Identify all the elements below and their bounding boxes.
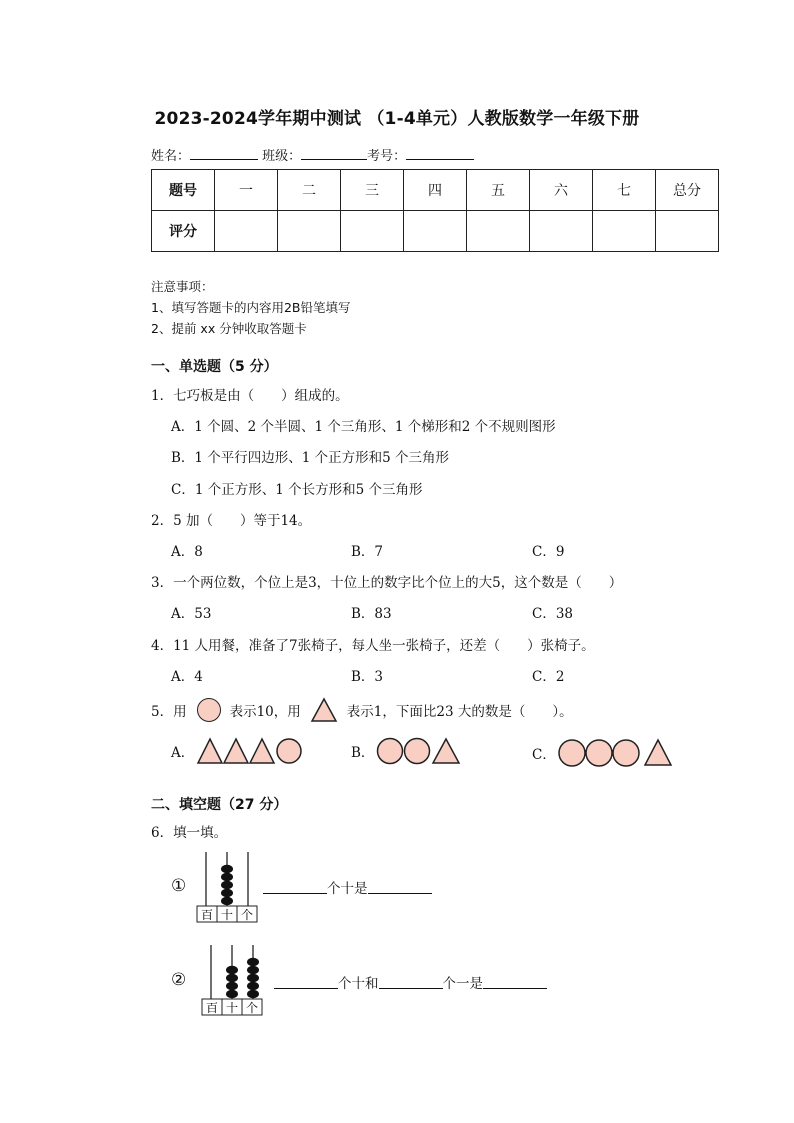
q1-option-b[interactable]: B．1 个平行四边形、1 个正方形和5 个三角形 — [171, 450, 450, 466]
score-header-label: 题号 — [152, 170, 215, 211]
q2-text: 2．5 加（ ）等于14。 — [151, 513, 312, 529]
q3-option-a[interactable]: A．53 — [171, 606, 212, 622]
q5-option-c[interactable] — [532, 737, 674, 769]
triangle-icon — [310, 697, 338, 723]
q3-text: 3．一个两位数，个位上是3，十位上的数字比个位上的大5，这个数是（ ） — [151, 575, 623, 591]
q5-option-a-label: A． — [171, 745, 195, 761]
abacus-1-label-tens: 十 — [220, 908, 234, 922]
q6-item2-blank2[interactable] — [379, 975, 443, 989]
q6-item2-blank3[interactable] — [483, 975, 547, 989]
score-col: 总分 — [656, 170, 719, 211]
q1-text: 1．七巧板是由（ ）组成的。 — [151, 388, 349, 404]
q4-option-a[interactable]: A．4 — [171, 669, 203, 685]
abacus-2-label-hundreds: 百 — [205, 1001, 219, 1015]
notice-heading: 注意事项： — [151, 279, 214, 294]
q4-option-b[interactable]: B．3 — [351, 669, 384, 685]
abacus-1 — [196, 850, 258, 924]
score-cell[interactable] — [530, 211, 593, 252]
q4-text: 4．11 人用餐，准备了7张椅子，每人坐一张椅子，还差（ ）张椅子。 — [151, 638, 595, 654]
q2-option-c[interactable]: C．9 — [532, 544, 565, 560]
q2-option-a[interactable]: A．8 — [171, 544, 203, 560]
notice-item: 2、提前 xx 分钟收取答题卡 — [151, 321, 307, 336]
q6-item1-text1: 个十是 — [327, 881, 368, 897]
q1-option-a[interactable]: A．1 个圆、2 个半圆、1 个三角形、1 个梯形和2 个不规则图形 — [171, 419, 556, 435]
q6-item2-text2: 个一是 — [442, 976, 483, 992]
q6-item2-blank1[interactable] — [274, 975, 338, 989]
q5-option-a-shapes — [196, 737, 304, 765]
circle-icon — [378, 739, 403, 764]
score-col: 四 — [404, 170, 467, 211]
score-table — [151, 169, 719, 252]
triangle-icon — [433, 739, 459, 763]
triangle-icon — [198, 739, 222, 763]
triangle-icon — [224, 739, 248, 763]
q6-item1-blank2[interactable] — [368, 880, 432, 894]
notice — [151, 276, 350, 339]
score-cell[interactable] — [215, 211, 278, 252]
abacus-2 — [201, 943, 263, 1017]
circle-icon — [197, 698, 221, 722]
q5-option-a[interactable] — [171, 737, 304, 765]
name-label: 姓名： — [151, 149, 191, 164]
score-col: 三 — [341, 170, 404, 211]
score-cell[interactable] — [404, 211, 467, 252]
section2-heading: 二、填空题（27 分） — [151, 797, 288, 813]
circle-icon — [277, 739, 301, 763]
q4-option-c[interactable]: C．2 — [532, 669, 565, 685]
score-table-header-row — [152, 170, 719, 211]
score-col: 五 — [467, 170, 530, 211]
q3-option-c[interactable]: C．38 — [532, 606, 574, 622]
score-cell[interactable] — [593, 211, 656, 252]
q1-option-c[interactable]: C．1 个正方形、1 个长方形和5 个三角形 — [171, 482, 423, 498]
q6-text: 6．填一填。 — [151, 825, 228, 841]
q6-item2-line — [274, 972, 547, 992]
section1-heading: 一、单选题（5 分） — [151, 359, 278, 375]
name-field[interactable] — [190, 146, 258, 160]
score-cell[interactable] — [656, 211, 719, 252]
circle-icon — [586, 740, 612, 766]
score-col: 六 — [530, 170, 593, 211]
q2-option-b[interactable]: B．7 — [351, 544, 384, 560]
class-field[interactable] — [301, 146, 367, 160]
abacus-2-label-tens: 十 — [225, 1001, 239, 1015]
q6-item1-blank1[interactable] — [263, 880, 327, 894]
circle-icon — [613, 740, 639, 766]
notice-item: 1、填写答题卡的内容用2B铅笔填写 — [151, 300, 351, 315]
page-title: 2023-2024学年期中测试 （1-4单元）人教版数学一年级下册 — [154, 109, 640, 129]
student-info — [151, 145, 474, 164]
score-cell[interactable] — [341, 211, 404, 252]
triangle-icon — [645, 740, 671, 765]
circle-icon — [405, 739, 430, 764]
q5-option-c-label: C． — [532, 747, 556, 763]
q3-option-b[interactable]: B．83 — [351, 606, 392, 622]
score-col: 一 — [215, 170, 278, 211]
q5-mid1: 表示10，用 — [229, 704, 301, 720]
q6-item2-number: ② — [171, 970, 187, 990]
q5-option-b-label: B． — [351, 745, 375, 761]
q5-option-b-shapes — [376, 737, 466, 765]
q5-option-c-shapes — [558, 737, 674, 769]
q6-item2-text1: 个十和 — [338, 976, 379, 992]
score-col: 二 — [278, 170, 341, 211]
abacus-1-label-ones: 个 — [240, 908, 254, 922]
abacus-2-label-ones: 个 — [245, 1001, 259, 1015]
circle-icon — [559, 740, 585, 766]
q5-text — [151, 697, 573, 723]
exam-field[interactable] — [406, 146, 474, 160]
triangle-icon — [250, 739, 274, 763]
score-table-score-row — [152, 211, 719, 252]
q6-item1-line — [263, 877, 432, 897]
q5-prefix: 5．用 — [151, 704, 187, 720]
score-row-label: 评分 — [152, 211, 215, 252]
score-cell[interactable] — [278, 211, 341, 252]
q5-mid2: 表示1，下面比23 大的数是（ ）。 — [346, 704, 573, 720]
abacus-1-label-hundreds: 百 — [200, 908, 214, 922]
score-col: 七 — [593, 170, 656, 211]
score-cell[interactable] — [467, 211, 530, 252]
class-label: 班级： — [262, 149, 302, 164]
q6-item1-number: ① — [171, 876, 187, 896]
exam-label: 考号： — [367, 149, 407, 164]
q5-option-b[interactable] — [351, 737, 466, 765]
